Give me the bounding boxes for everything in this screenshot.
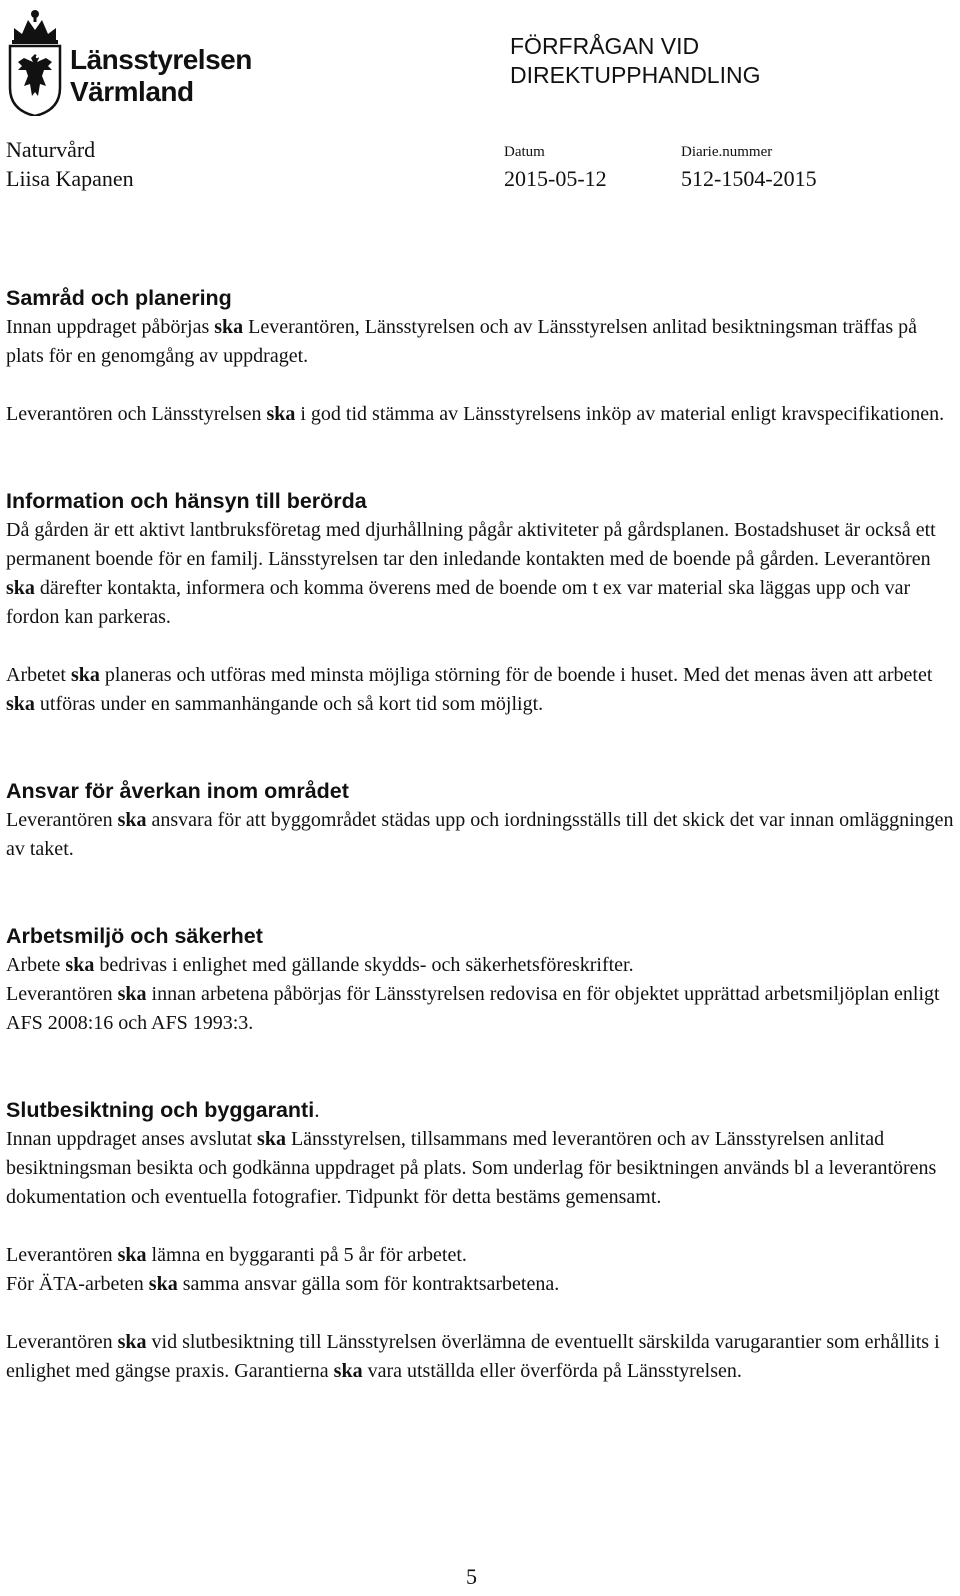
paragraph: Leverantören ska vid slutbesiktning till Länsstyrelsen överlämna de eventuellt särskilda varugarantier som erhållits i enlighet med gängse praxis. Garantierna ska vara utställda eller överförda på Länsstyrelsen.	[6, 1331, 940, 1382]
document-body	[6, 284, 956, 1386]
heading-information: Information och hänsyn till berörda	[6, 489, 367, 513]
paragraph: Arbete ska bedrivas i enlighet med gällande skydds- och säkerhetsföreskrifter.	[6, 954, 634, 976]
datum-value: 2015-05-12	[504, 166, 607, 191]
paragraph: Arbetet ska planeras och utföras med minsta möjliga störning för de boende i huset. Med det menas även att arbetet ska utföras under en sammanhängande och så kort tid som möjligt.	[6, 664, 933, 715]
heading-slutbesiktning: Slutbesiktning och byggaranti.	[6, 1098, 320, 1122]
document-type-line1: FÖRFRÅGAN VID	[510, 33, 700, 59]
lansstyrelsen-logo	[6, 6, 252, 114]
logo-line1: Länsstyrelsen	[70, 44, 252, 75]
document-type	[510, 32, 760, 90]
paragraph: Innan uppdraget påbörjas ska Leverantören, Länsstyrelsen och av Länsstyrelsen anlitad besiktningsman träffas på plats för en genomgång av uppdraget.	[6, 316, 918, 367]
heading-arbetsmiljo: Arbetsmiljö och säkerhet	[6, 924, 263, 948]
heading-ansvar: Ansvar för åverkan inom området	[6, 779, 349, 803]
paragraph: Leverantören ska innan arbetena påbörjas för Länsstyrelsen redovisa en för objektet upprättad arbetsmiljöplan enligt AFS 2008:16 och AFS 1993:3.	[6, 983, 940, 1034]
department: Naturvård	[6, 137, 96, 162]
paragraph: Leverantören ska lämna en byggaranti på 5 år för arbetet.	[6, 1244, 467, 1266]
paragraph: Då gården är ett aktivt lantbruksföretag med djurhållning pågår aktiviteter på gårdsplanen. Bostadshuset är också ett permanent boende för en familj. Länsstyrelsen tar den inledande kontakten med de boende på gården. Leverantören ska därefter kontakta, informera och komma överens med de boende om t ex var material ska läggas upp och var fordon kan parkeras.	[6, 519, 936, 628]
logo-line2: Värmland	[70, 76, 194, 107]
paragraph: Leverantören och Länsstyrelsen ska i god tid stämma av Länsstyrelsens inköp av material enligt kravspecifikationen.	[6, 403, 945, 425]
paragraph: För ÄTA-arbeten ska samma ansvar gälla som för kontraktsarbetena.	[6, 1273, 560, 1295]
document-type-line2: DIREKTUPPHANDLING	[510, 62, 761, 88]
handler-name: Liisa Kapanen	[6, 166, 134, 191]
logo-wordmark	[70, 44, 252, 108]
paragraph: Leverantören ska ansvara för att byggområdet städas upp och iordningsställs till det skick det var innan omläggningen av taket.	[6, 809, 954, 860]
coat-of-arms-icon	[6, 6, 64, 116]
datum-label: Datum	[504, 144, 545, 160]
paragraph: Innan uppdraget anses avslutat ska Länsstyrelsen, tillsammans med leverantören och av Länsstyrelsen anlitad besiktningsman besikta och godkänna uppdraget på plats. Som underlag för besiktningen används bl a leverantörens dokumentation och eventuella fotografier. Tidpunkt för detta bestäms gemensamt.	[6, 1128, 937, 1208]
diarie-value: 512-1504-2015	[681, 166, 817, 191]
heading-samrad: Samråd och planering	[6, 286, 232, 310]
diarie-label: Diarie.nummer	[681, 144, 773, 160]
page-number: 5	[466, 1564, 477, 1589]
